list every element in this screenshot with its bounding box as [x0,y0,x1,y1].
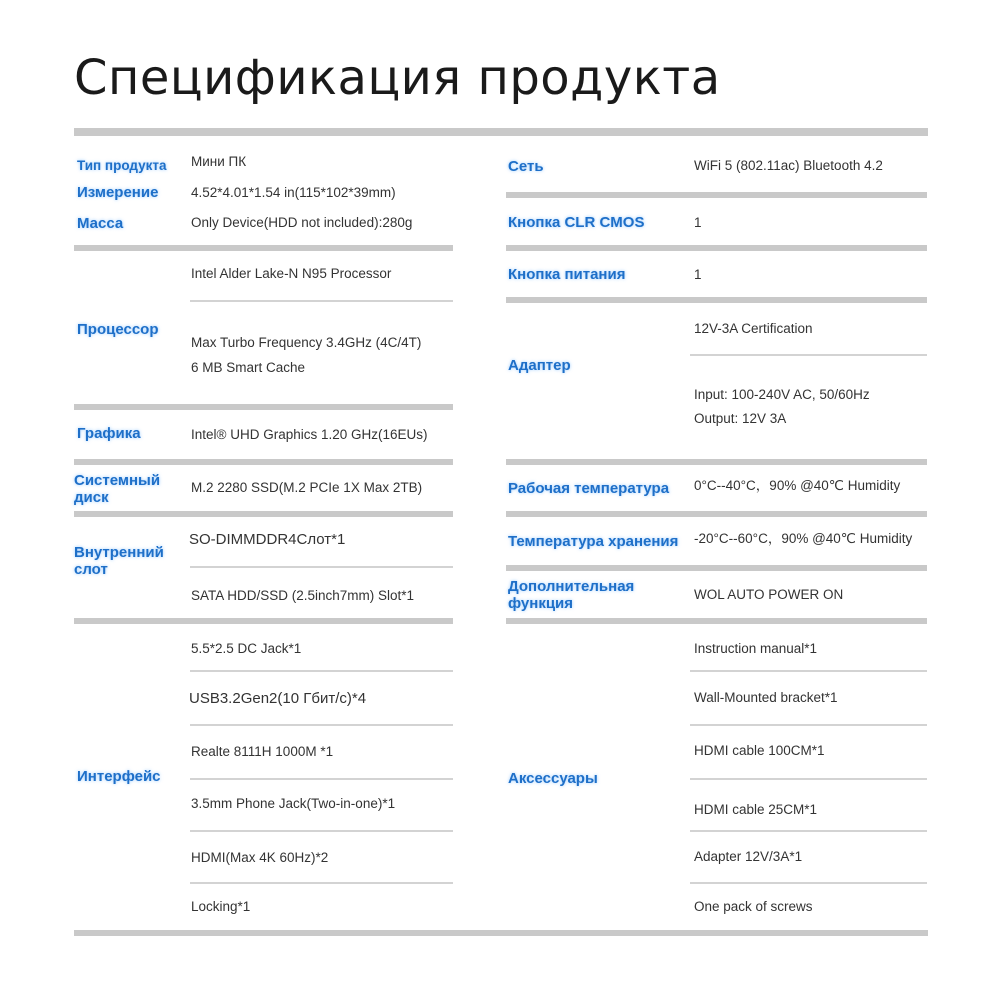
spec-value-interface: Locking*1 [191,899,251,914]
left-divider [74,404,453,410]
right-divider [506,618,927,624]
spec-label-extra-function: Дополнительная функция [508,578,635,612]
spec-value-accessory: HDMI cable 25CM*1 [694,802,818,817]
spec-value-operating-temp: 0°C--40°C，90% @40℃ Humidity [694,478,901,493]
right-divider [506,192,927,198]
spec-label-accessories: Аксессуары [508,770,598,787]
spec-value-type: Мини ПК [191,154,247,169]
spec-label-graphics: Графика [77,425,141,442]
spec-value-cpu: Max Turbo Frequency 3.4GHz (4C/4T) [191,335,422,350]
spec-value-network: WiFi 5 (802.11ac) Bluetooth 4.2 [694,158,883,173]
left-subdivider [190,778,453,780]
spec-label-interface: Интерфейс [77,768,161,785]
right-divider [506,511,927,517]
left-subdivider [190,300,453,302]
spec-label-internal-slot: Внутренний слот [74,544,164,578]
spec-value-dimension: 4.52*4.01*1.54 in(115*102*39mm) [191,185,396,200]
spec-value-accessory: Wall-Mounted bracket*1 [694,690,838,705]
page-title: Спецификация продукта [74,50,721,106]
spec-label-dimension: Измерение [77,184,159,201]
spec-value-adapter: Output: 12V 3A [694,411,787,426]
top-bar [74,128,928,136]
spec-value-accessory: Instruction manual*1 [694,641,818,656]
right-subdivider [690,882,927,884]
spec-label-clr-cmos: Кнопка CLR CMOS [508,214,645,231]
left-divider [74,618,453,624]
left-divider [74,245,453,251]
right-divider [506,459,927,465]
spec-value-interface: USB3.2Gen2(10 Гбит/с)*4 [189,690,367,707]
spec-label-system-disk: Системный диск [74,472,161,506]
right-divider [506,297,927,303]
spec-value-graphics: Intel® UHD Graphics 1.20 GHz(16EUs) [191,427,428,442]
spec-value-clr-cmos: 1 [694,215,702,230]
spec-value-extra-function: WOL AUTO POWER ON [694,587,844,602]
spec-value-interface: 3.5mm Phone Jack(Two-in-one)*1 [191,796,396,811]
right-subdivider [690,670,927,672]
left-subdivider [190,724,453,726]
right-subdivider [690,354,927,356]
spec-value-slot: SATA HDD/SSD (2.5inch7mm) Slot*1 [191,588,415,603]
spec-label-adapter: Адаптер [508,357,571,374]
spec-value-interface: HDMI(Max 4K 60Hz)*2 [191,850,329,865]
right-subdivider [690,830,927,832]
spec-label-storage-temp: Температура хранения [508,533,679,550]
left-divider [74,511,453,517]
left-divider [74,459,453,465]
spec-value-power-button: 1 [694,267,702,282]
spec-value-cpu: 6 MB Smart Cache [191,360,306,375]
spec-value-adapter: Input: 100-240V AC, 50/60Hz [694,387,870,402]
left-subdivider [190,566,453,568]
spec-value-accessory: Adapter 12V/3A*1 [694,849,803,864]
spec-label-network: Сеть [508,158,544,175]
left-subdivider [190,670,453,672]
spec-value-interface: Realte 8111H 1000M *1 [191,744,334,759]
left-subdivider [190,882,453,884]
spec-label-cpu: Процессор [77,321,159,338]
spec-value-mass: Only Device(HDD not included):280g [191,215,413,230]
spec-label-operating-temp: Рабочая температура [508,480,670,497]
left-subdivider [190,830,453,832]
spec-value-adapter: 12V-3A Certification [694,321,813,336]
right-subdivider [690,724,927,726]
spec-value-accessory: One pack of screws [694,899,813,914]
spec-value-cpu: Intel Alder Lake-N N95 Processor [191,266,392,281]
spec-value-storage-temp: -20°C--60°C，90% @40℃ Humidity [694,531,913,546]
spec-value-system-disk: M.2 2280 SSD(M.2 PCIe 1X Max 2TB) [191,480,423,495]
spec-label-power-button: Кнопка питания [508,266,626,283]
spec-value-interface: 5.5*2.5 DC Jack*1 [191,641,302,656]
right-divider [506,245,927,251]
bottom-bar [74,930,928,936]
spec-label-type: Тип продукта [77,158,167,173]
right-divider [506,565,927,571]
spec-value-slot: SO-DIMMDDR4Слот*1 [189,531,346,548]
spec-value-accessory: HDMI cable 100CM*1 [694,743,825,758]
right-subdivider [690,778,927,780]
spec-label-mass: Масса [77,215,124,232]
